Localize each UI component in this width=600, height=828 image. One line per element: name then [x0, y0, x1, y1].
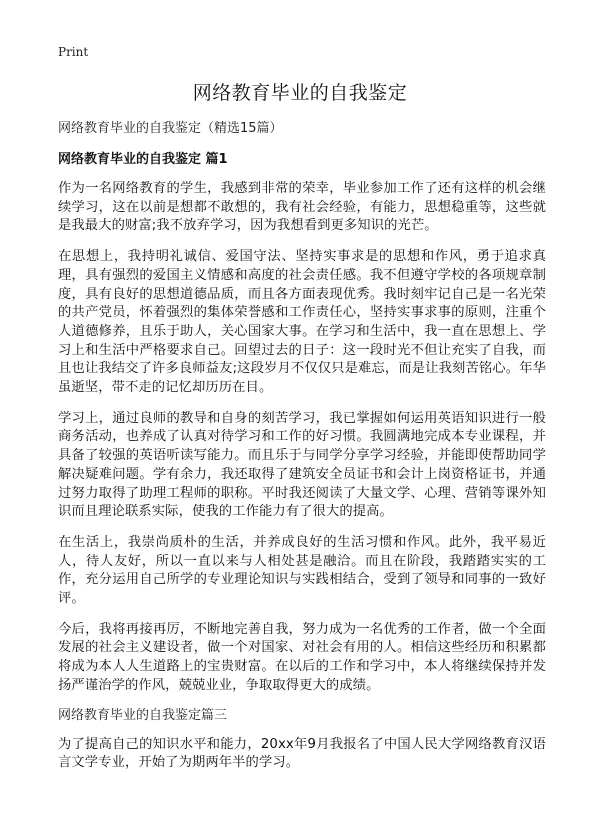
section-heading-3: 网络教育毕业的自我鉴定篇三: [58, 707, 228, 723]
paragraph-ideology: 在思想上，我持明礼诚信、爱国守法、坚持实事求是的思想和作风，勇于追求真理，具有强烈的爱国主义情感和高度的社会责任感。我不但遵守学校的各项规章制度，具有良好的思想道德品质，而且各方面表现优秀。我时刻牢记自己是一名光荣的共产党员，怀着强烈的集体荣誉感和工作责任心，坚持实事求事的原则，注重个人道德修养，且乐于助人，关心国家大事。在学习和生活中，我一直在思想上、学习上和生活中严格要求自己。回望过去的日子：这一段时光不但让充实了自我，而且也让我结交了许多良师益友;这段岁月不仅仅只是难忘，而是让我刻苦铭心。年华虽逝坚，带不走的记忆却历历在目。: [58, 249, 546, 396]
paragraph-study: 学习上，通过良师的教导和自身的刻苦学习，我已掌握如何运用英语知识进行一般商务活动，也养成了认真对待学习和工作的好习惯。我圆满地完成本专业课程，并具备了较强的英语听读写能力。而且乐于与同学分享学习经验，并能即使帮助同学解决疑难问题。学有余力，我还取得了建筑安全员证书和会计上岗资格证书，并通过努力取得了助理工程师的职称。平时我还阅读了大量文学、心理、营销等课外知识而且理论联系实际，使我的工作能力有了很大的提高。: [58, 410, 546, 520]
print-label: Print: [58, 45, 89, 59]
paragraph-future: 今后，我将再接再厉，不断地完善自我，努力成为一名优秀的工作者，做一个全面发展的社会主义建设者，做一个对国家、对社会有用的人。相信这些经历和积累都将成为本人人生道路上的宝贵财富。在以后的工作和学习中，本人将继续保持并发扬严谨治学的作风，兢兢业业，争取取得更大的成绩。: [58, 621, 546, 693]
document-body: [58, 121, 546, 785]
section-heading-1: 网络教育毕业的自我鉴定 篇1: [58, 152, 228, 167]
paragraph-life: 在生活上，我崇尚质朴的生活，并养成良好的生活习惯和作风。此外，我平易近人，待人友好，所以一直以来与人相处甚是融洽。而且在阶段，我踏踏实实的工作，充分运用自己所学的专业理论知识与实践相结合，受到了领导和同事的一致好评。: [58, 534, 546, 607]
paragraph-section3: 为了提高自己的知识水平和能力，20xx年9月我报名了中国人民大学网络教育汉语言文学专业，开始了为期两年半的学习。: [58, 736, 546, 771]
document-subtitle: 网络教育毕业的自我鉴定（精选15篇）: [58, 121, 283, 136]
paragraph-intro: 作为一名网络教育的学生，我感到非常的荣幸，毕业参加工作了还有这样的机会继续学习，这在以前是想都不敢想的，我有社会经验，有能力，思想稳重等，这些就是我最大的财富;我不放弃学习，因为我想看到更多知识的光芒。: [58, 181, 546, 234]
document-title: 网络教育毕业的自我鉴定: [192, 82, 408, 104]
